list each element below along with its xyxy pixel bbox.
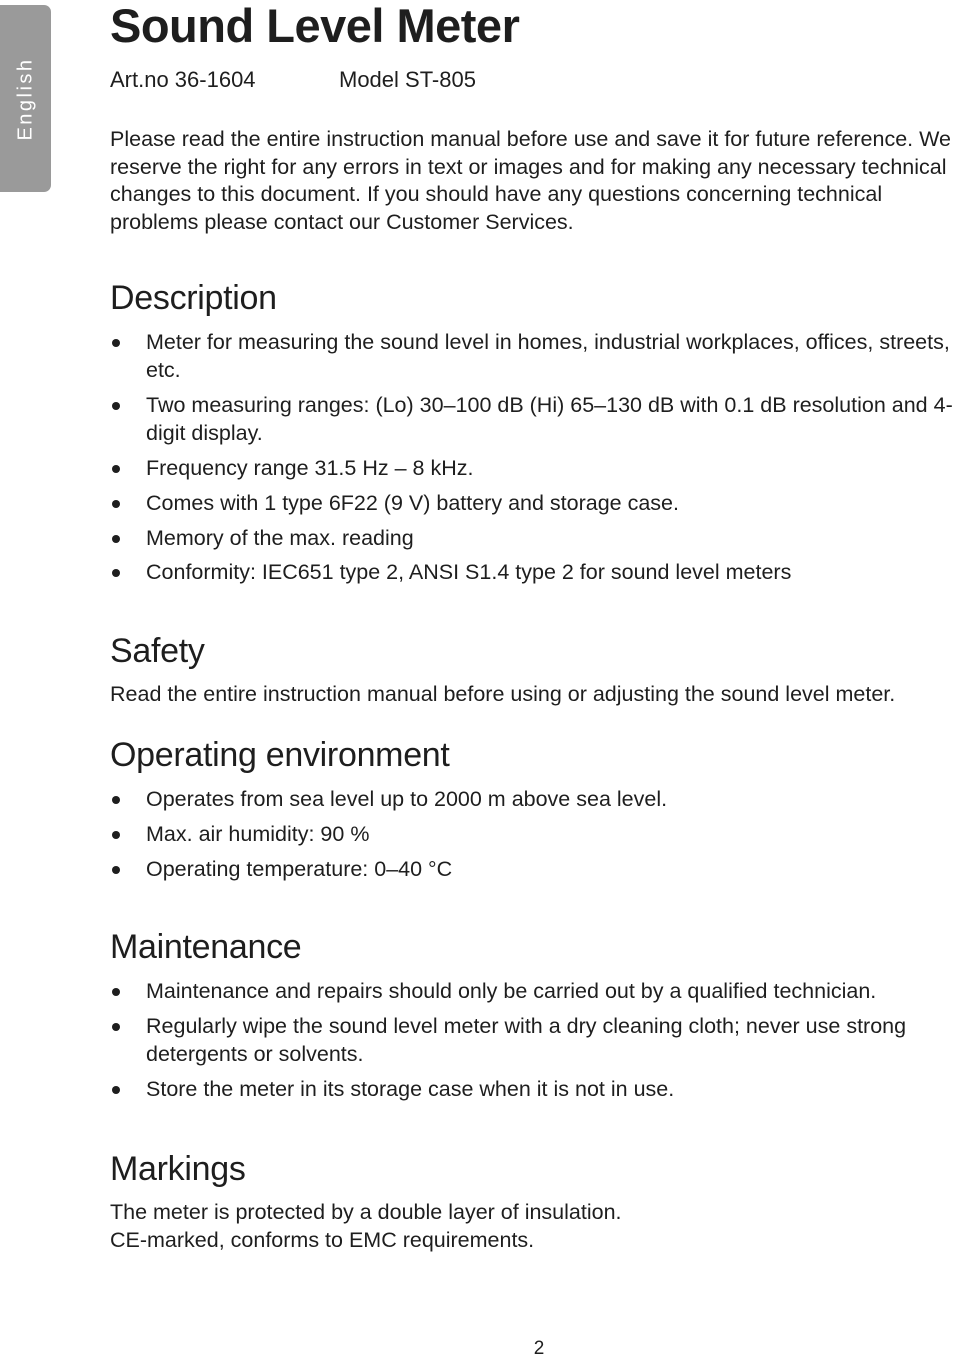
list-item	[110, 329, 960, 384]
list-item-text: Max. air humidity: 90 %	[146, 821, 370, 846]
list-item-text: Store the meter in its storage case when it is not in use.	[146, 1076, 675, 1101]
list-item-text: Meter for measuring the sound level in homes, industrial workplaces, offices, streets, etc.	[146, 330, 950, 382]
list-item	[110, 786, 960, 814]
bullet-icon	[112, 500, 120, 508]
bullet-icon	[112, 1086, 120, 1094]
bullet-icon	[112, 866, 120, 874]
list-item	[110, 525, 960, 553]
document-body	[110, 0, 960, 1255]
list-item	[110, 978, 960, 1006]
page-number: 2	[533, 1338, 545, 1359]
markings-text-line-1: The meter is protected by a double layer of insulation.	[110, 1200, 622, 1225]
list-item-text: Regularly wipe the sound level meter with a dry cleaning cloth; never use strong detergents or solvents.	[146, 1014, 907, 1066]
bullet-icon	[112, 831, 120, 839]
safety-heading: Safety	[110, 632, 205, 671]
markings-text-line-2: CE-marked, conforms to EMC requirements.	[110, 1227, 535, 1252]
list-item	[110, 559, 960, 587]
list-item	[110, 455, 960, 483]
list-item-text: Operating temperature: 0–40 °C	[146, 856, 453, 881]
language-tab	[0, 5, 51, 192]
bullet-icon	[112, 339, 120, 347]
operating-environment-heading: Operating environment	[110, 735, 450, 774]
list-item	[110, 821, 960, 849]
maintenance-heading: Maintenance	[110, 928, 302, 967]
safety-text: Read the entire instruction manual before using or adjusting the sound level meter.	[110, 682, 896, 707]
maintenance-list	[110, 978, 960, 1103]
model-number: Model ST-805	[339, 67, 476, 92]
list-item-text: Operates from sea level up to 2000 m above sea level.	[146, 786, 668, 811]
page-title: Sound Level Meter	[110, 0, 520, 52]
article-number: Art.no 36-1604	[110, 67, 256, 92]
list-item-text: Comes with 1 type 6F22 (9 V) battery and storage case.	[146, 490, 679, 515]
list-item-text: Conformity: IEC651 type 2, ANSI S1.4 type 2 for sound level meters	[146, 560, 792, 585]
intro-paragraph: Please read the entire instruction manual before use and save it for future reference. We reserve the right for any errors in text or images and for making any necessary technical changes to this document. If you should have any questions concerning technical problems please contact our Customer Services.	[110, 127, 951, 234]
list-item	[110, 490, 960, 518]
bullet-icon	[112, 569, 120, 577]
description-list	[110, 329, 960, 587]
list-item	[110, 1076, 960, 1104]
product-info	[110, 66, 960, 94]
list-item-text: Two measuring ranges: (Lo) 30–100 dB (Hi) 65–130 dB with 0.1 dB resolution and 4-digit display.	[146, 392, 953, 445]
operating-environment-list	[110, 786, 960, 884]
bullet-icon	[112, 402, 120, 410]
list-item	[110, 856, 960, 884]
bullet-icon	[112, 988, 120, 996]
markings-heading: Markings	[110, 1150, 246, 1189]
list-item	[110, 392, 960, 447]
language-label: English	[14, 56, 36, 141]
list-item-text: Frequency range 31.5 Hz – 8 kHz.	[146, 455, 474, 480]
bullet-icon	[112, 1023, 120, 1031]
list-item-text: Memory of the max. reading	[146, 525, 414, 550]
description-heading: Description	[110, 279, 277, 318]
list-item-text: Maintenance and repairs should only be carried out by a qualified technician.	[146, 979, 877, 1004]
bullet-icon	[112, 535, 120, 543]
list-item	[110, 1013, 960, 1068]
bullet-icon	[112, 796, 120, 804]
bullet-icon	[112, 465, 120, 473]
